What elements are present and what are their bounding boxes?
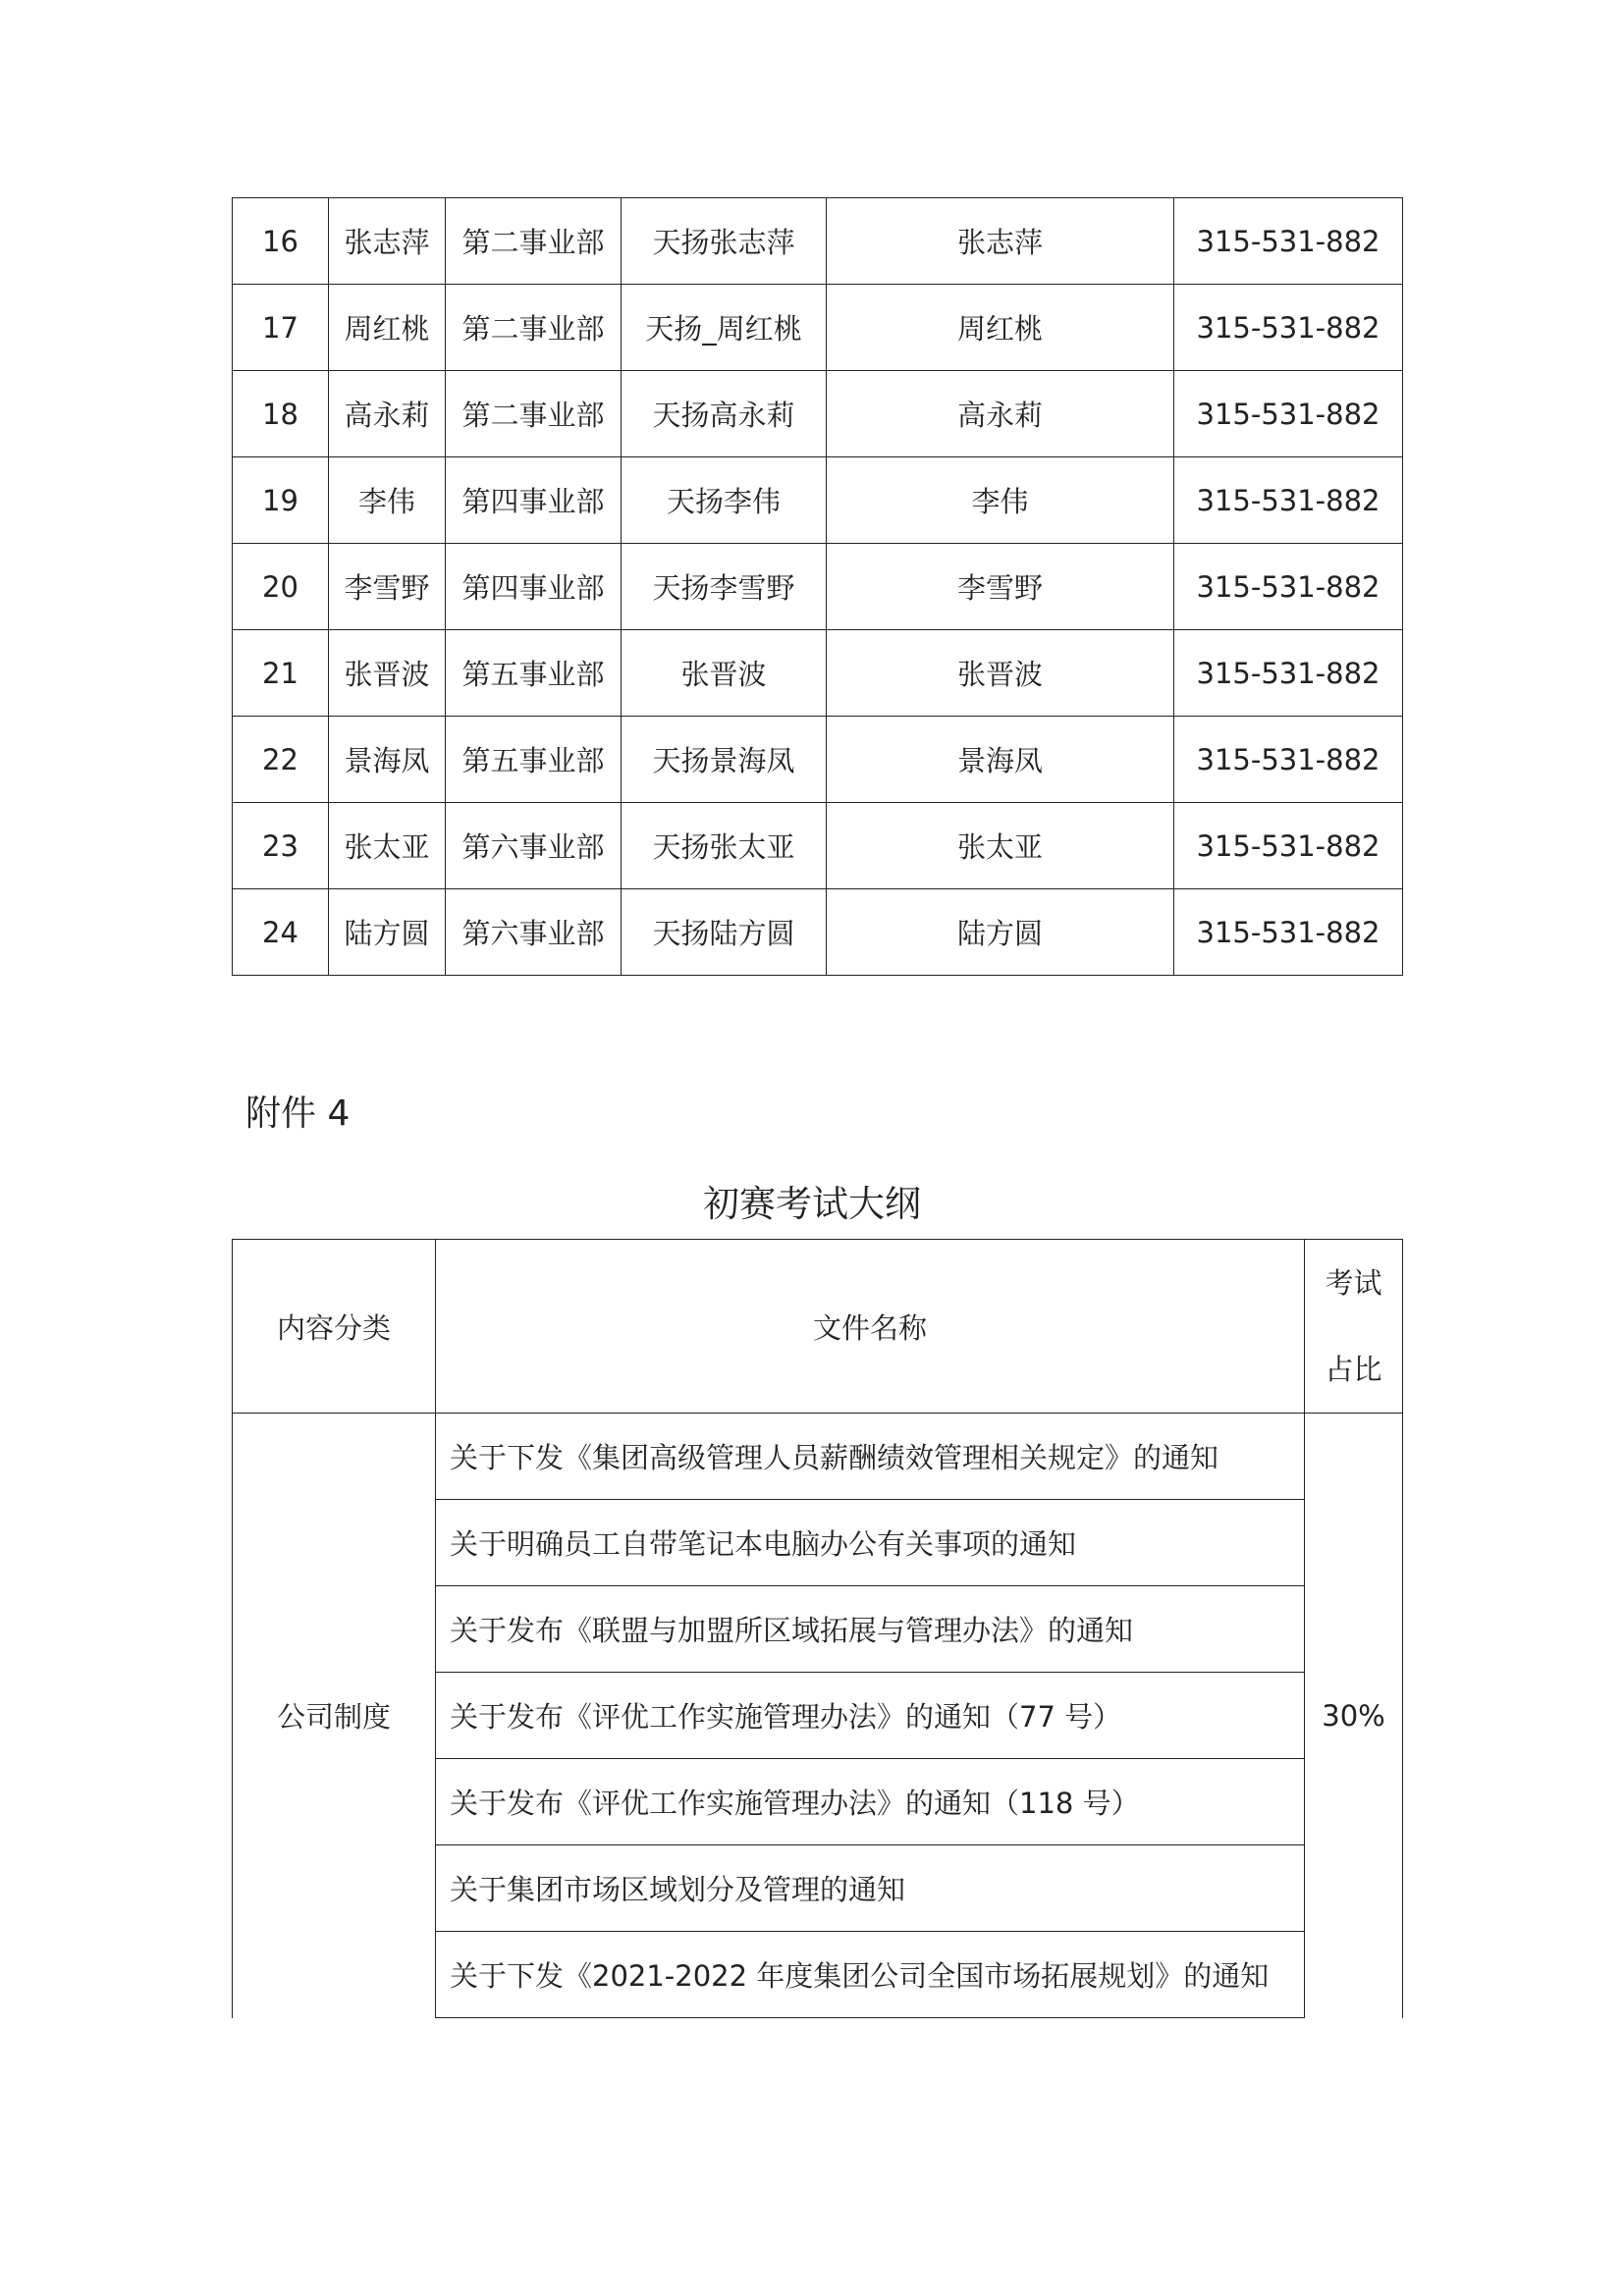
table-row bbox=[233, 285, 1403, 371]
meeting-id: 315-531-882 bbox=[1174, 889, 1403, 976]
row-number: 24 bbox=[233, 889, 329, 976]
account-name: 张晋波 bbox=[622, 630, 827, 717]
display-name: 张太亚 bbox=[827, 803, 1174, 889]
attachment-label: 附件 4 bbox=[245, 1094, 351, 1134]
department: 第二事业部 bbox=[446, 285, 622, 371]
meeting-id: 315-531-882 bbox=[1174, 803, 1403, 889]
meeting-id: 315-531-882 bbox=[1174, 544, 1403, 630]
meeting-id: 315-531-882 bbox=[1174, 457, 1403, 544]
meeting-id: 315-531-882 bbox=[1174, 717, 1403, 803]
document-name: 关于发布《联盟与加盟所区域拓展与管理办法》的通知 bbox=[436, 1586, 1305, 1673]
account-name: 天扬李雪野 bbox=[622, 544, 827, 630]
meeting-id: 315-531-882 bbox=[1174, 285, 1403, 371]
row-number: 20 bbox=[233, 544, 329, 630]
contacts-table-body bbox=[233, 198, 1403, 976]
person-name: 陆方圆 bbox=[329, 889, 446, 976]
meeting-id: 315-531-882 bbox=[1174, 630, 1403, 717]
display-name: 李伟 bbox=[827, 457, 1174, 544]
contacts-table bbox=[232, 197, 1403, 976]
syllabus-table bbox=[232, 1239, 1403, 2018]
table-row bbox=[233, 803, 1403, 889]
display-name: 李雪野 bbox=[827, 544, 1174, 630]
row-number: 17 bbox=[233, 285, 329, 371]
table-row bbox=[233, 544, 1403, 630]
table-row bbox=[233, 457, 1403, 544]
table-row bbox=[233, 198, 1403, 285]
department: 第四事业部 bbox=[446, 544, 622, 630]
account-name: 天扬李伟 bbox=[622, 457, 827, 544]
meeting-id: 315-531-882 bbox=[1174, 371, 1403, 457]
row-number: 19 bbox=[233, 457, 329, 544]
table-row bbox=[233, 889, 1403, 976]
row-number: 23 bbox=[233, 803, 329, 889]
display-name: 高永莉 bbox=[827, 371, 1174, 457]
display-name: 景海凤 bbox=[827, 717, 1174, 803]
document-name: 关于下发《2021-2022 年度集团公司全国市场拓展规划》的通知 bbox=[436, 1932, 1305, 2018]
header-ratio-line2: 占比 bbox=[1325, 1353, 1382, 1386]
person-name: 周红桃 bbox=[329, 285, 446, 371]
department: 第五事业部 bbox=[446, 717, 622, 803]
header-document: 文件名称 bbox=[436, 1240, 1305, 1414]
header-ratio-line1: 考试 bbox=[1325, 1266, 1382, 1300]
display-name: 张晋波 bbox=[827, 630, 1174, 717]
person-name: 张晋波 bbox=[329, 630, 446, 717]
display-name: 张志萍 bbox=[827, 198, 1174, 285]
meeting-id: 315-531-882 bbox=[1174, 198, 1403, 285]
department: 第六事业部 bbox=[446, 803, 622, 889]
syllabus-header-row bbox=[233, 1240, 1403, 1414]
department: 第五事业部 bbox=[446, 630, 622, 717]
ratio-cell: 30% bbox=[1305, 1414, 1403, 2018]
person-name: 张太亚 bbox=[329, 803, 446, 889]
department: 第六事业部 bbox=[446, 889, 622, 976]
person-name: 李雪野 bbox=[329, 544, 446, 630]
department: 第二事业部 bbox=[446, 198, 622, 285]
person-name: 景海凤 bbox=[329, 717, 446, 803]
department: 第二事业部 bbox=[446, 371, 622, 457]
row-number: 18 bbox=[233, 371, 329, 457]
person-name: 张志萍 bbox=[329, 198, 446, 285]
display-name: 周红桃 bbox=[827, 285, 1174, 371]
syllabus-row bbox=[233, 1414, 1403, 1500]
row-number: 16 bbox=[233, 198, 329, 285]
person-name: 李伟 bbox=[329, 457, 446, 544]
header-ratio bbox=[1305, 1240, 1403, 1414]
account-name: 天扬景海凤 bbox=[622, 717, 827, 803]
account-name: 天扬张太亚 bbox=[622, 803, 827, 889]
account-name: 天扬_周红桃 bbox=[622, 285, 827, 371]
document-name: 关于明确员工自带笔记本电脑办公有关事项的通知 bbox=[436, 1500, 1305, 1586]
document-name: 关于集团市场区域划分及管理的通知 bbox=[436, 1845, 1305, 1932]
row-number: 22 bbox=[233, 717, 329, 803]
table-row bbox=[233, 630, 1403, 717]
person-name: 高永莉 bbox=[329, 371, 446, 457]
display-name: 陆方圆 bbox=[827, 889, 1174, 976]
header-category: 内容分类 bbox=[233, 1240, 436, 1414]
table-row bbox=[233, 717, 1403, 803]
category-cell: 公司制度 bbox=[233, 1414, 436, 2018]
table-row bbox=[233, 371, 1403, 457]
document-name: 关于发布《评优工作实施管理办法》的通知（118 号） bbox=[436, 1759, 1305, 1845]
account-name: 天扬陆方圆 bbox=[622, 889, 827, 976]
department: 第四事业部 bbox=[446, 457, 622, 544]
document-name: 关于发布《评优工作实施管理办法》的通知（77 号） bbox=[436, 1673, 1305, 1759]
account-name: 天扬张志萍 bbox=[622, 198, 827, 285]
syllabus-title: 初赛考试大纲 bbox=[703, 1183, 921, 1225]
syllabus-table-body bbox=[233, 1240, 1403, 2018]
document-name: 关于下发《集团高级管理人员薪酬绩效管理相关规定》的通知 bbox=[436, 1414, 1305, 1500]
row-number: 21 bbox=[233, 630, 329, 717]
account-name: 天扬高永莉 bbox=[622, 371, 827, 457]
